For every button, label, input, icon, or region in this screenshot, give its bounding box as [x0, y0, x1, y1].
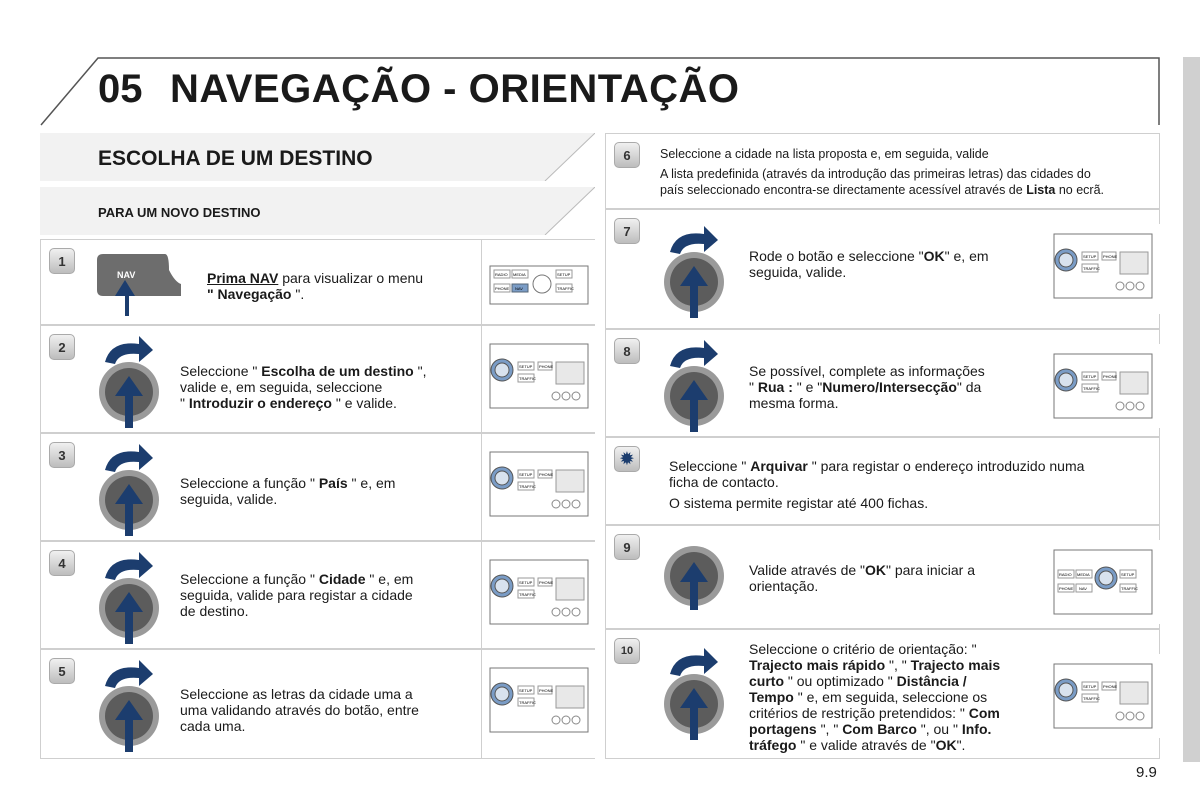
svg-text:PHONE: PHONE [1059, 586, 1074, 591]
step-8-text: Se possível, complete as informações " Rua : " e "Numero/Intersecção" da mesma forma. [749, 363, 985, 411]
step-5-text: Seleccione as letras da cidade uma a uma validando através do botão, entre cada uma. [180, 686, 419, 734]
step-4-text: Seleccione a função " Cidade " e, em seguida, valide para registar a cidade de destino. [180, 571, 414, 619]
svg-text:SETUP: SETUP [557, 272, 571, 277]
svg-text:SETUP: SETUP [519, 472, 533, 477]
radio-thumbnail [481, 240, 595, 324]
tip-box [605, 437, 1160, 525]
step-7-text: Rode o botão e seleccione "OK" e, em seguida, valide. [749, 248, 989, 280]
page-number: 9.9 [1136, 764, 1157, 781]
radio-panel-icon [1050, 350, 1156, 422]
step-6 [605, 133, 1160, 209]
step-10 [605, 629, 1160, 759]
svg-text:MEDIA: MEDIA [513, 272, 526, 277]
step-number-badge: 9 [614, 534, 640, 560]
step-1-text: Prima NAV para visualizar o menu " Navegação ". [207, 270, 424, 302]
svg-text:TRAFFIC: TRAFFIC [1083, 696, 1100, 701]
step-number-badge: 2 [49, 334, 75, 360]
radio-panel-icon [1050, 660, 1156, 732]
title-band [40, 57, 1160, 127]
svg-text:TRAFFIC: TRAFFIC [519, 592, 536, 597]
svg-text:SETUP: SETUP [1083, 684, 1097, 689]
radio-thumbnail [1046, 224, 1160, 314]
svg-text:PHONE: PHONE [495, 286, 510, 291]
svg-text:SETUP: SETUP [519, 580, 533, 585]
svg-text:PHONE: PHONE [1103, 684, 1118, 689]
svg-text:PHONE: PHONE [539, 688, 554, 693]
section-title: ESCOLHA DE UM DESTINO [98, 147, 373, 170]
nav-button-icon [95, 252, 185, 322]
step-number-badge: 7 [614, 218, 640, 244]
chapter-side-tab [1183, 57, 1200, 762]
svg-text:TRAFFIC: TRAFFIC [1083, 266, 1100, 271]
nav-button-label: NAV [117, 270, 136, 280]
subsection-title: PARA UM NOVO DESTINO [98, 205, 261, 220]
step-number-badge: 3 [49, 442, 75, 468]
step-10-text: Seleccione o critério de orientação: " Trajecto mais rápido ", " Trajecto mais curto " ou optimizado " Distância / Tempo " e, em seguida, seleccione os critérios de restrição pretendidos: " Com portagens ", " Com Barco ", ou " Info. tráfego " e valide através de "OK". [749, 641, 1001, 753]
svg-text:RADIO: RADIO [495, 272, 508, 277]
step-number-badge: 1 [49, 248, 75, 274]
step-7 [605, 209, 1160, 329]
svg-text:PHONE: PHONE [1103, 254, 1118, 259]
radio-panel-icon [1050, 230, 1156, 302]
svg-text:TRAFFIC: TRAFFIC [519, 376, 536, 381]
rotary-knob-icon [97, 654, 161, 754]
step-4 [40, 541, 595, 649]
rotary-knob-icon [97, 438, 161, 538]
svg-text:NAV: NAV [515, 286, 523, 291]
page-title: NAVEGAÇÃO - ORIENTAÇÃO [170, 67, 740, 111]
rotary-knob-icon [97, 330, 161, 430]
section-header-box [40, 133, 595, 181]
radio-thumbnail [1046, 654, 1160, 738]
step-number-badge: 5 [49, 658, 75, 684]
radio-thumbnail [1046, 540, 1160, 624]
radio-panel-icon [1050, 546, 1156, 618]
svg-text:MEDIA: MEDIA [1077, 572, 1090, 577]
subsection-header-box [40, 187, 595, 235]
radio-thumbnail [481, 542, 595, 648]
step-2 [40, 325, 595, 433]
step-9-text: Valide através de "OK" para iniciar a orientação. [749, 562, 976, 594]
rotary-knob-icon [662, 642, 726, 742]
rotary-knob-icon [97, 546, 161, 646]
step-number-badge: 6 [614, 142, 640, 168]
svg-text:TRAFFIC: TRAFFIC [1083, 386, 1100, 391]
radio-thumbnail [1046, 344, 1160, 428]
rotary-knob-icon [662, 544, 726, 612]
step-number-badge: 8 [614, 338, 640, 364]
rotary-knob-icon [662, 220, 726, 320]
radio-panel-icon [486, 664, 592, 736]
radio-panel-icon [486, 246, 592, 318]
svg-text:TRAFFIC: TRAFFIC [519, 700, 536, 705]
radio-thumbnail [481, 650, 595, 758]
svg-text:SETUP: SETUP [1083, 374, 1097, 379]
svg-text:TRAFFIC: TRAFFIC [519, 484, 536, 489]
radio-thumbnail [481, 434, 595, 540]
step-6-note: A lista predefinida (através da introdução das primeiras letras) das cidades do país seleccionado encontra-se directamente acessível através de Lista no ecrã. [660, 167, 1105, 197]
step-8 [605, 329, 1160, 437]
svg-text:TRAFFIC: TRAFFIC [557, 286, 574, 291]
radio-thumbnail [481, 326, 595, 432]
svg-text:SETUP: SETUP [1121, 572, 1135, 577]
step-number-badge: 10 [614, 638, 640, 664]
svg-text:SETUP: SETUP [1083, 254, 1097, 259]
svg-text:RADIO: RADIO [1059, 572, 1072, 577]
svg-text:PHONE: PHONE [1103, 374, 1118, 379]
svg-text:NAV: NAV [1079, 586, 1087, 591]
svg-text:PHONE: PHONE [539, 580, 554, 585]
svg-text:SETUP: SETUP [519, 364, 533, 369]
tip-text: Seleccione " Arquivar " para registar o endereço introduzido numa ficha de contacto. [669, 458, 1085, 490]
step-6-text: Seleccione a cidade na lista proposta e, em seguida, valide [660, 147, 989, 161]
rotary-knob-icon [662, 334, 726, 434]
radio-panel-icon [486, 340, 592, 412]
tip-note: O sistema permite registar até 400 fichas. [669, 495, 929, 511]
chapter-number: 05 [98, 67, 143, 111]
svg-text:SETUP: SETUP [519, 688, 533, 693]
radio-panel-icon [486, 448, 592, 520]
step-3-text: Seleccione a função " País " e, em seguida, valide. [180, 475, 396, 507]
svg-text:PHONE: PHONE [539, 364, 554, 369]
svg-text:TRAFFIC: TRAFFIC [1121, 586, 1138, 591]
lightbulb-icon: ✹ [614, 446, 640, 472]
step-9 [605, 525, 1160, 629]
step-5 [40, 649, 595, 759]
radio-panel-icon [486, 556, 592, 628]
step-3 [40, 433, 595, 541]
step-2-text: Seleccione " Escolha de um destino ", valide e, em seguida, seleccione " Introduzir o endereço " e valide. [180, 363, 427, 411]
step-1 [40, 239, 595, 325]
svg-text:PHONE: PHONE [539, 472, 554, 477]
step-number-badge: 4 [49, 550, 75, 576]
